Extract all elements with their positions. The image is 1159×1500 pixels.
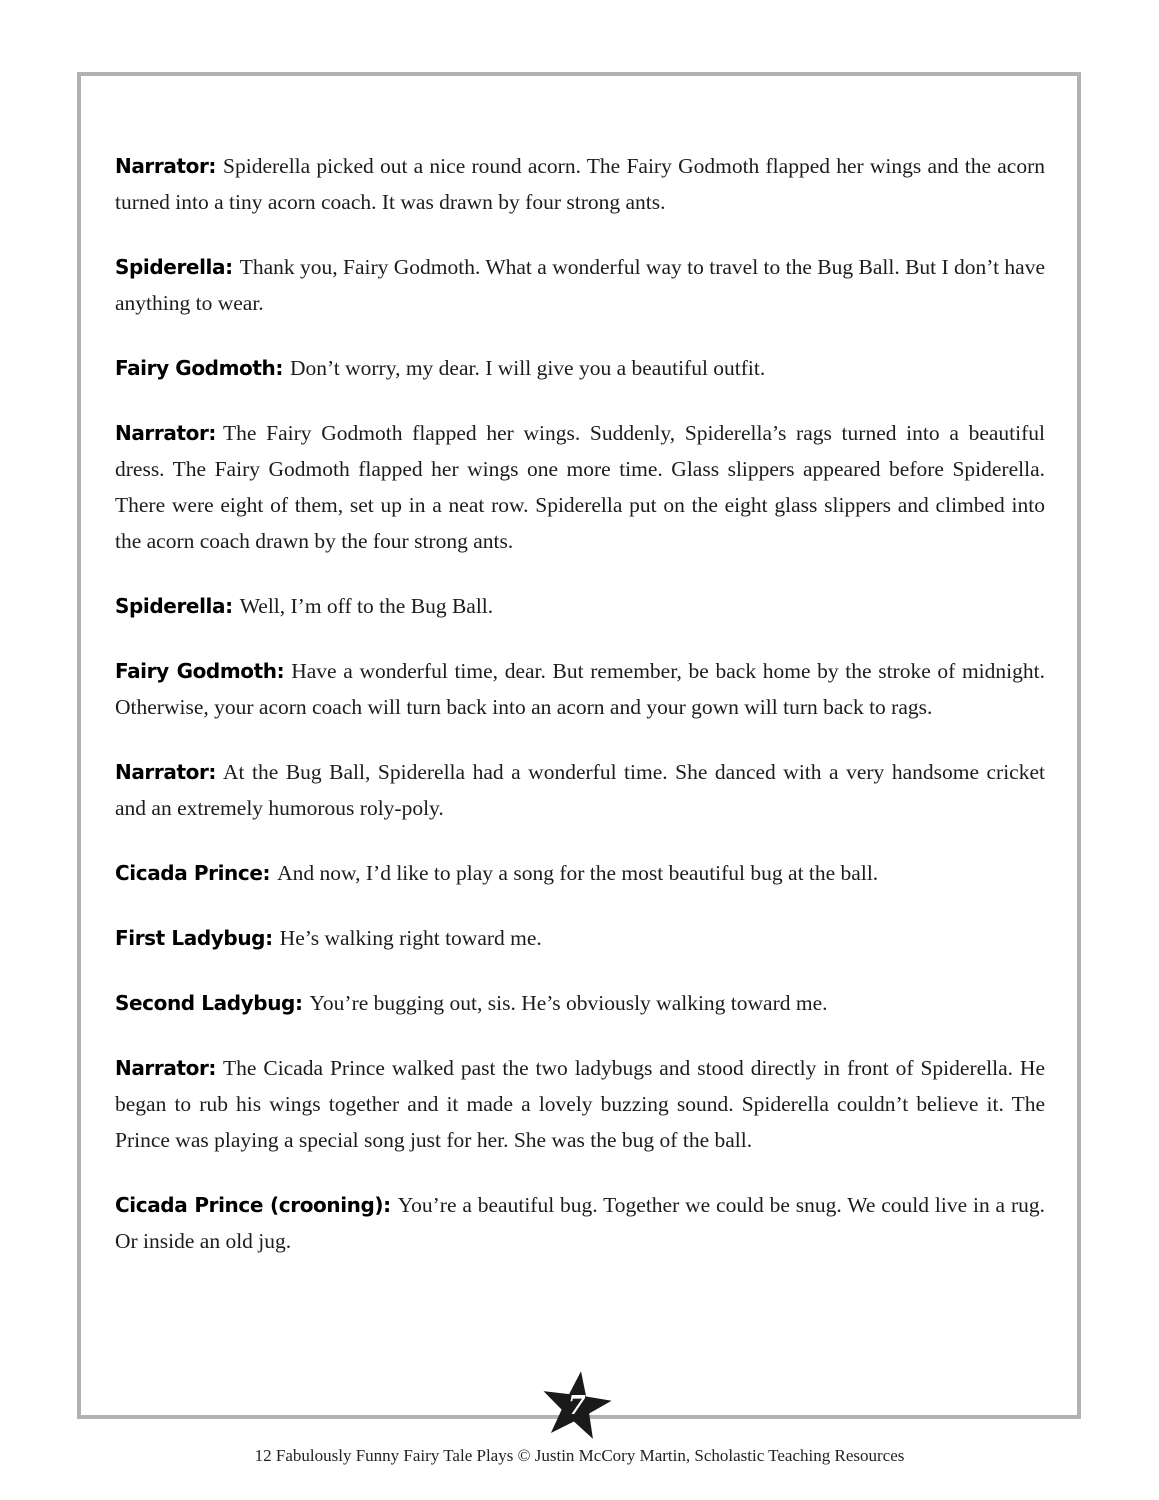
dialogue-line (115, 754, 1045, 826)
dialogue-text: Thank you, Fairy Godmoth. What a wonderful way to travel to the Bug Ball. But I don’t have anything to wear. (115, 255, 1046, 315)
page-number: 7 (567, 1391, 586, 1422)
dialogue-line (115, 249, 1045, 321)
dialogue-text: You’re a beautiful bug. Together we could be snug. We could live in a rug. Or inside an old jug. (115, 1193, 1045, 1253)
star-icon (533, 1364, 619, 1450)
speaker-label: Narrator: (115, 421, 217, 445)
dialogue-text: You’re bugging out, sis. He’s obviously walking toward me. (309, 991, 828, 1015)
dialogue-line (115, 588, 1045, 624)
dialogue-text: Spiderella picked out a nice round acorn. The Fairy Godmoth flapped her wings and the acorn turned into a tiny acorn coach. It was drawn by four strong ants. (115, 154, 1045, 214)
dialogue-line (115, 920, 1045, 956)
dialogue-text: He’s walking right toward me. (279, 926, 542, 950)
speaker-label: Spiderella: (115, 594, 233, 618)
dialogue-text: And now, I’d like to play a song for the most beautiful bug at the ball. (277, 861, 879, 885)
dialogue-text: Well, I’m off to the Bug Ball. (239, 594, 494, 618)
page-number-star (533, 1364, 619, 1450)
speaker-label: Cicada Prince: (115, 861, 271, 885)
speaker-label: Spiderella: (115, 255, 233, 279)
dialogue-line (115, 855, 1045, 891)
script-body (115, 148, 1045, 1259)
speaker-label: Cicada Prince (crooning): (115, 1193, 391, 1217)
dialogue-line (115, 350, 1045, 386)
dialogue-line (115, 1187, 1045, 1259)
speaker-label: Narrator: (115, 760, 217, 784)
dialogue-text: Don’t worry, my dear. I will give you a beautiful outfit. (289, 356, 766, 380)
dialogue-text: The Cicada Prince walked past the two ladybugs and stood directly in front of Spiderella. He began to rub his wings together and it made a lovely buzzing sound. Spiderella couldn’t believe it. The Prince was playing a special song just for her. She was the bug of the ball. (115, 1056, 1045, 1152)
dialogue-line (115, 415, 1045, 559)
speaker-label: Second Ladybug: (115, 991, 303, 1015)
speaker-label: Narrator: (115, 1056, 217, 1080)
speaker-label: Fairy Godmoth: (115, 356, 283, 380)
speaker-label: First Ladybug: (115, 926, 273, 950)
speaker-label: Fairy Godmoth: (115, 659, 285, 683)
speaker-label: Narrator: (115, 154, 217, 178)
dialogue-text: The Fairy Godmoth flapped her wings. Suddenly, Spiderella’s rags turned into a beautiful dress. The Fairy Godmoth flapped her wings one more time. Glass slippers appeared before Spiderella. There were eight of them, set up in a neat row. Spiderella put on the eight glass slippers and climbed into the acorn coach drawn by the four strong ants. (115, 421, 1045, 553)
dialogue-line (115, 148, 1045, 220)
dialogue-line (115, 1050, 1045, 1158)
footer-credit: 12 Fabulously Funny Fairy Tale Plays © Justin McCory Martin, Scholastic Teaching Resources (254, 1446, 905, 1465)
dialogue-text: Have a wonderful time, dear. But remember, be back home by the stroke of midnight. Otherwise, your acorn coach will turn back into an acorn and your gown will turn back to rags. (115, 659, 1045, 719)
dialogue-line (115, 985, 1045, 1021)
dialogue-line (115, 653, 1045, 725)
dialogue-text: At the Bug Ball, Spiderella had a wonderful time. She danced with a very handsome cricket and an extremely humorous roly-poly. (115, 760, 1045, 820)
